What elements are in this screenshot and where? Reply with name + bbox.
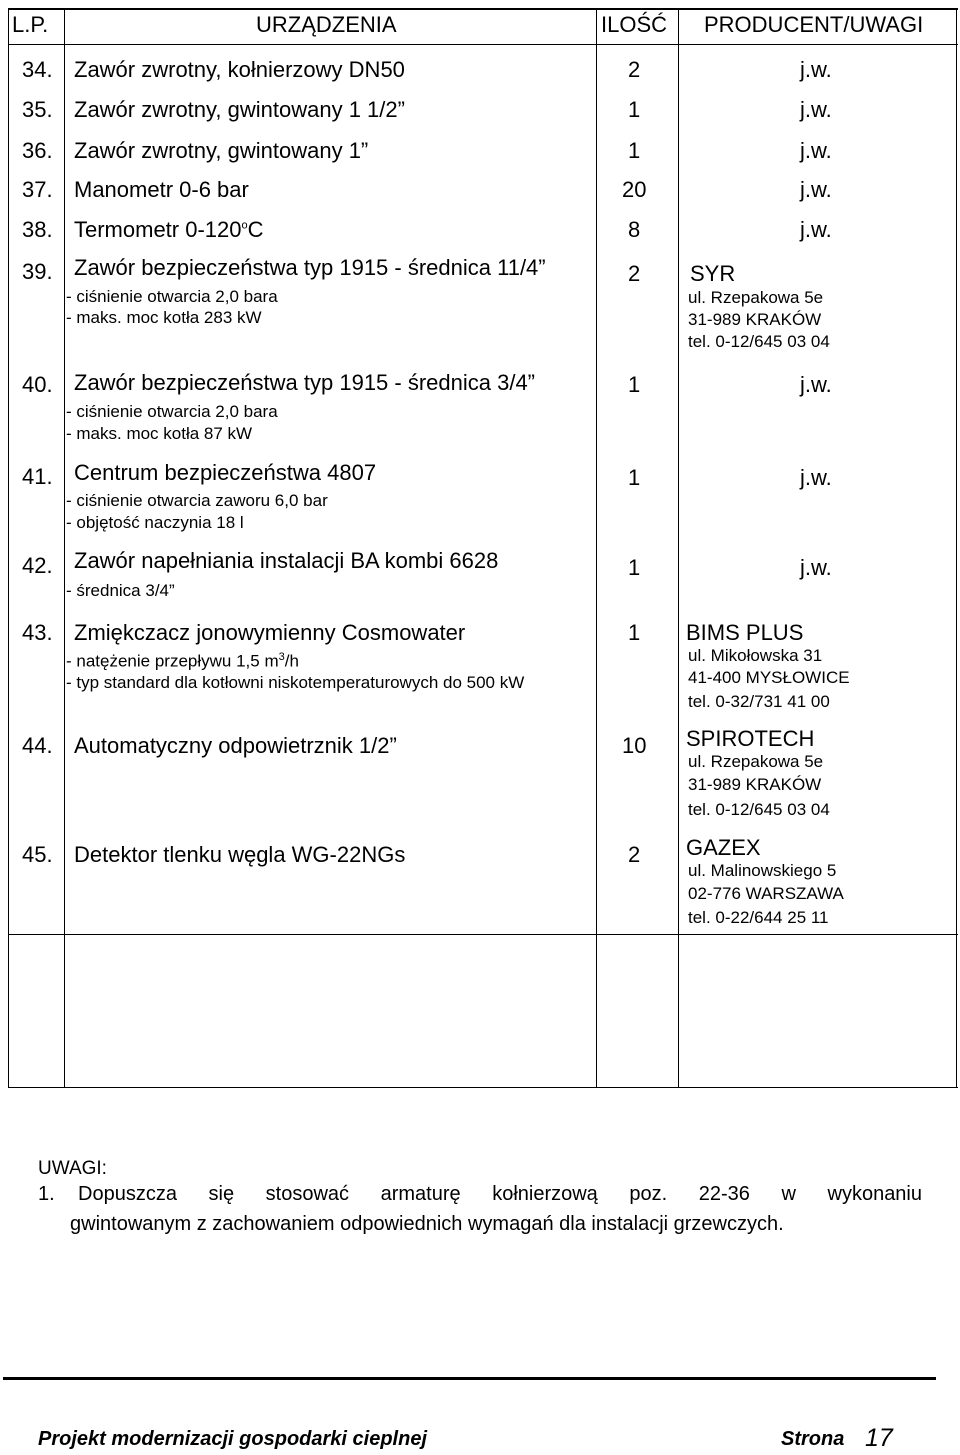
row-name: Zawór bezpieczeństwa typ 1915 - średnica 11/4” [74,255,546,280]
footer-page-number: 17 [865,1424,893,1452]
row-name: Detektor tlenku węgla WG-22NGs [74,842,406,867]
row-name: Zawór zwrotny, kołnierzowy DN50 [74,57,405,82]
producer-phone: tel. 0-22/644 25 11 [688,908,829,927]
note-text-continued: gwintowanym z zachowaniem odpowiednich wymagań dla instalacji grzewczych. [70,1213,784,1235]
column-divider-1 [64,8,65,1088]
footer-page-label: Strona [781,1428,845,1450]
row-name: Zawór bezpieczeństwa typ 1915 - średnica 3/4” [74,370,536,395]
row-name: Termometr 0-120$^o$C [74,217,264,242]
footer-divider [3,1377,936,1380]
producer-phone: tel. 0-12/645 03 04 [688,332,830,351]
row-number: 43. [22,620,53,645]
producer-address: ul. Mikołowska 31 [688,646,823,665]
row-number: 40. [22,372,53,397]
producer-name: SPIROTECH [686,726,815,751]
row-name: Zawór napełniania instalacji BA kombi 6628 [74,548,499,573]
row-qty: 1 [628,372,641,397]
notes-title: UWAGI: [38,1158,107,1179]
row-detail: - średnica 3/4” [66,581,175,600]
row-unit: j.w. [800,138,832,163]
row-qty: 2 [628,57,641,82]
row-unit: j.w. [800,217,832,242]
footer-title: Projekt modernizacji gospodarki cieplnej [38,1428,427,1450]
row-qty: 8 [628,217,641,242]
table-border-bottom [8,1087,958,1088]
header-underline [8,44,958,45]
row-number: 38. [22,217,53,242]
row-number: 42. [22,553,53,578]
producer-name: SYR [690,261,736,286]
note-number: 1. [38,1183,55,1205]
row-unit: j.w. [800,97,832,122]
row-detail: - natężenie przepływu 1,5 $m^3/h$ [66,651,299,671]
row-detail: - objętość naczynia 18 l [66,513,244,532]
producer-address: 41-400 MYSŁOWICE [688,668,850,687]
row-qty: 20 [622,177,647,202]
header-lp: L.P. [12,12,49,37]
row-number: 45. [22,842,53,867]
column-divider-3 [678,8,679,1088]
table-border-right [956,8,957,1088]
table-border-top [8,8,958,10]
row-qty: 1 [628,97,641,122]
row-number: 35. [22,97,53,122]
row-detail: - ciśnienie otwarcia zaworu 6,0 bar [66,491,328,510]
producer-phone: tel. 0-32/731 41 00 [688,692,830,711]
header-qty: ILOŚĆ [601,12,668,37]
row-unit: j.w. [800,177,832,202]
row-detail: - maks. moc kotła 87 kW [66,424,253,443]
producer-address: 31-989 KRAKÓW [688,775,822,794]
row-name: Centrum bezpieczeństwa 4807 [74,460,377,485]
producer-name: BIMS PLUS [686,620,804,645]
row-detail: - ciśnienie otwarcia 2,0 bara [66,402,278,421]
row-name: Automatyczny odpowietrznik 1/2” [74,733,397,758]
row-number: 36. [22,138,53,163]
row-detail: - typ standard dla kotłowni niskotemperaturowych do 500 kW [66,673,525,692]
producer-phone: tel. 0-12/645 03 04 [688,800,830,819]
producer-address: ul. Rzepakowa 5e [688,752,824,771]
row-name: Manometr 0-6 bar [74,177,249,202]
table-row-divider [8,934,958,935]
row-qty: 2 [628,261,641,286]
row-unit: j.w. [800,465,832,490]
row-detail: - maks. moc kotła 283 kW [66,308,262,327]
row-name: Zmiękczacz jonowymienny Cosmowater [74,620,466,645]
producer-address: 31-989 KRAKÓW [688,310,822,329]
table-border-left [8,8,9,1088]
column-divider-2 [596,8,597,1088]
producer-address: ul. Rzepakowa 5e [688,288,824,307]
header-device: URZĄDZENIA [256,12,397,37]
row-detail: - ciśnienie otwarcia 2,0 bara [66,287,278,306]
row-number: 41. [22,464,53,489]
row-name: Zawór zwrotny, gwintowany 1” [74,138,369,163]
row-number: 44. [22,733,53,758]
row-unit: j.w. [800,57,832,82]
row-qty: 10 [622,733,647,758]
header-producer: PRODUCENT/UWAGI [704,12,924,37]
producer-address: 02-776 WARSZAWA [688,884,844,903]
row-unit: j.w. [800,555,832,580]
row-qty: 1 [628,465,641,490]
row-qty: 1 [628,620,641,645]
row-number: 39. [22,259,53,284]
row-qty: 1 [628,555,641,580]
row-number: 37. [22,177,53,202]
producer-name: GAZEX [686,835,761,860]
row-qty: 2 [628,842,641,867]
note-text: Dopuszcza się stosować armaturę kołnierzową poz. 22-36 w wykonaniu [78,1183,922,1205]
producer-address: ul. Malinowskiego 5 [688,861,837,880]
row-unit: j.w. [800,372,832,397]
row-number: 34. [22,57,53,82]
row-qty: 1 [628,138,641,163]
row-name: Zawór zwrotny, gwintowany 1 1/2” [74,97,405,122]
